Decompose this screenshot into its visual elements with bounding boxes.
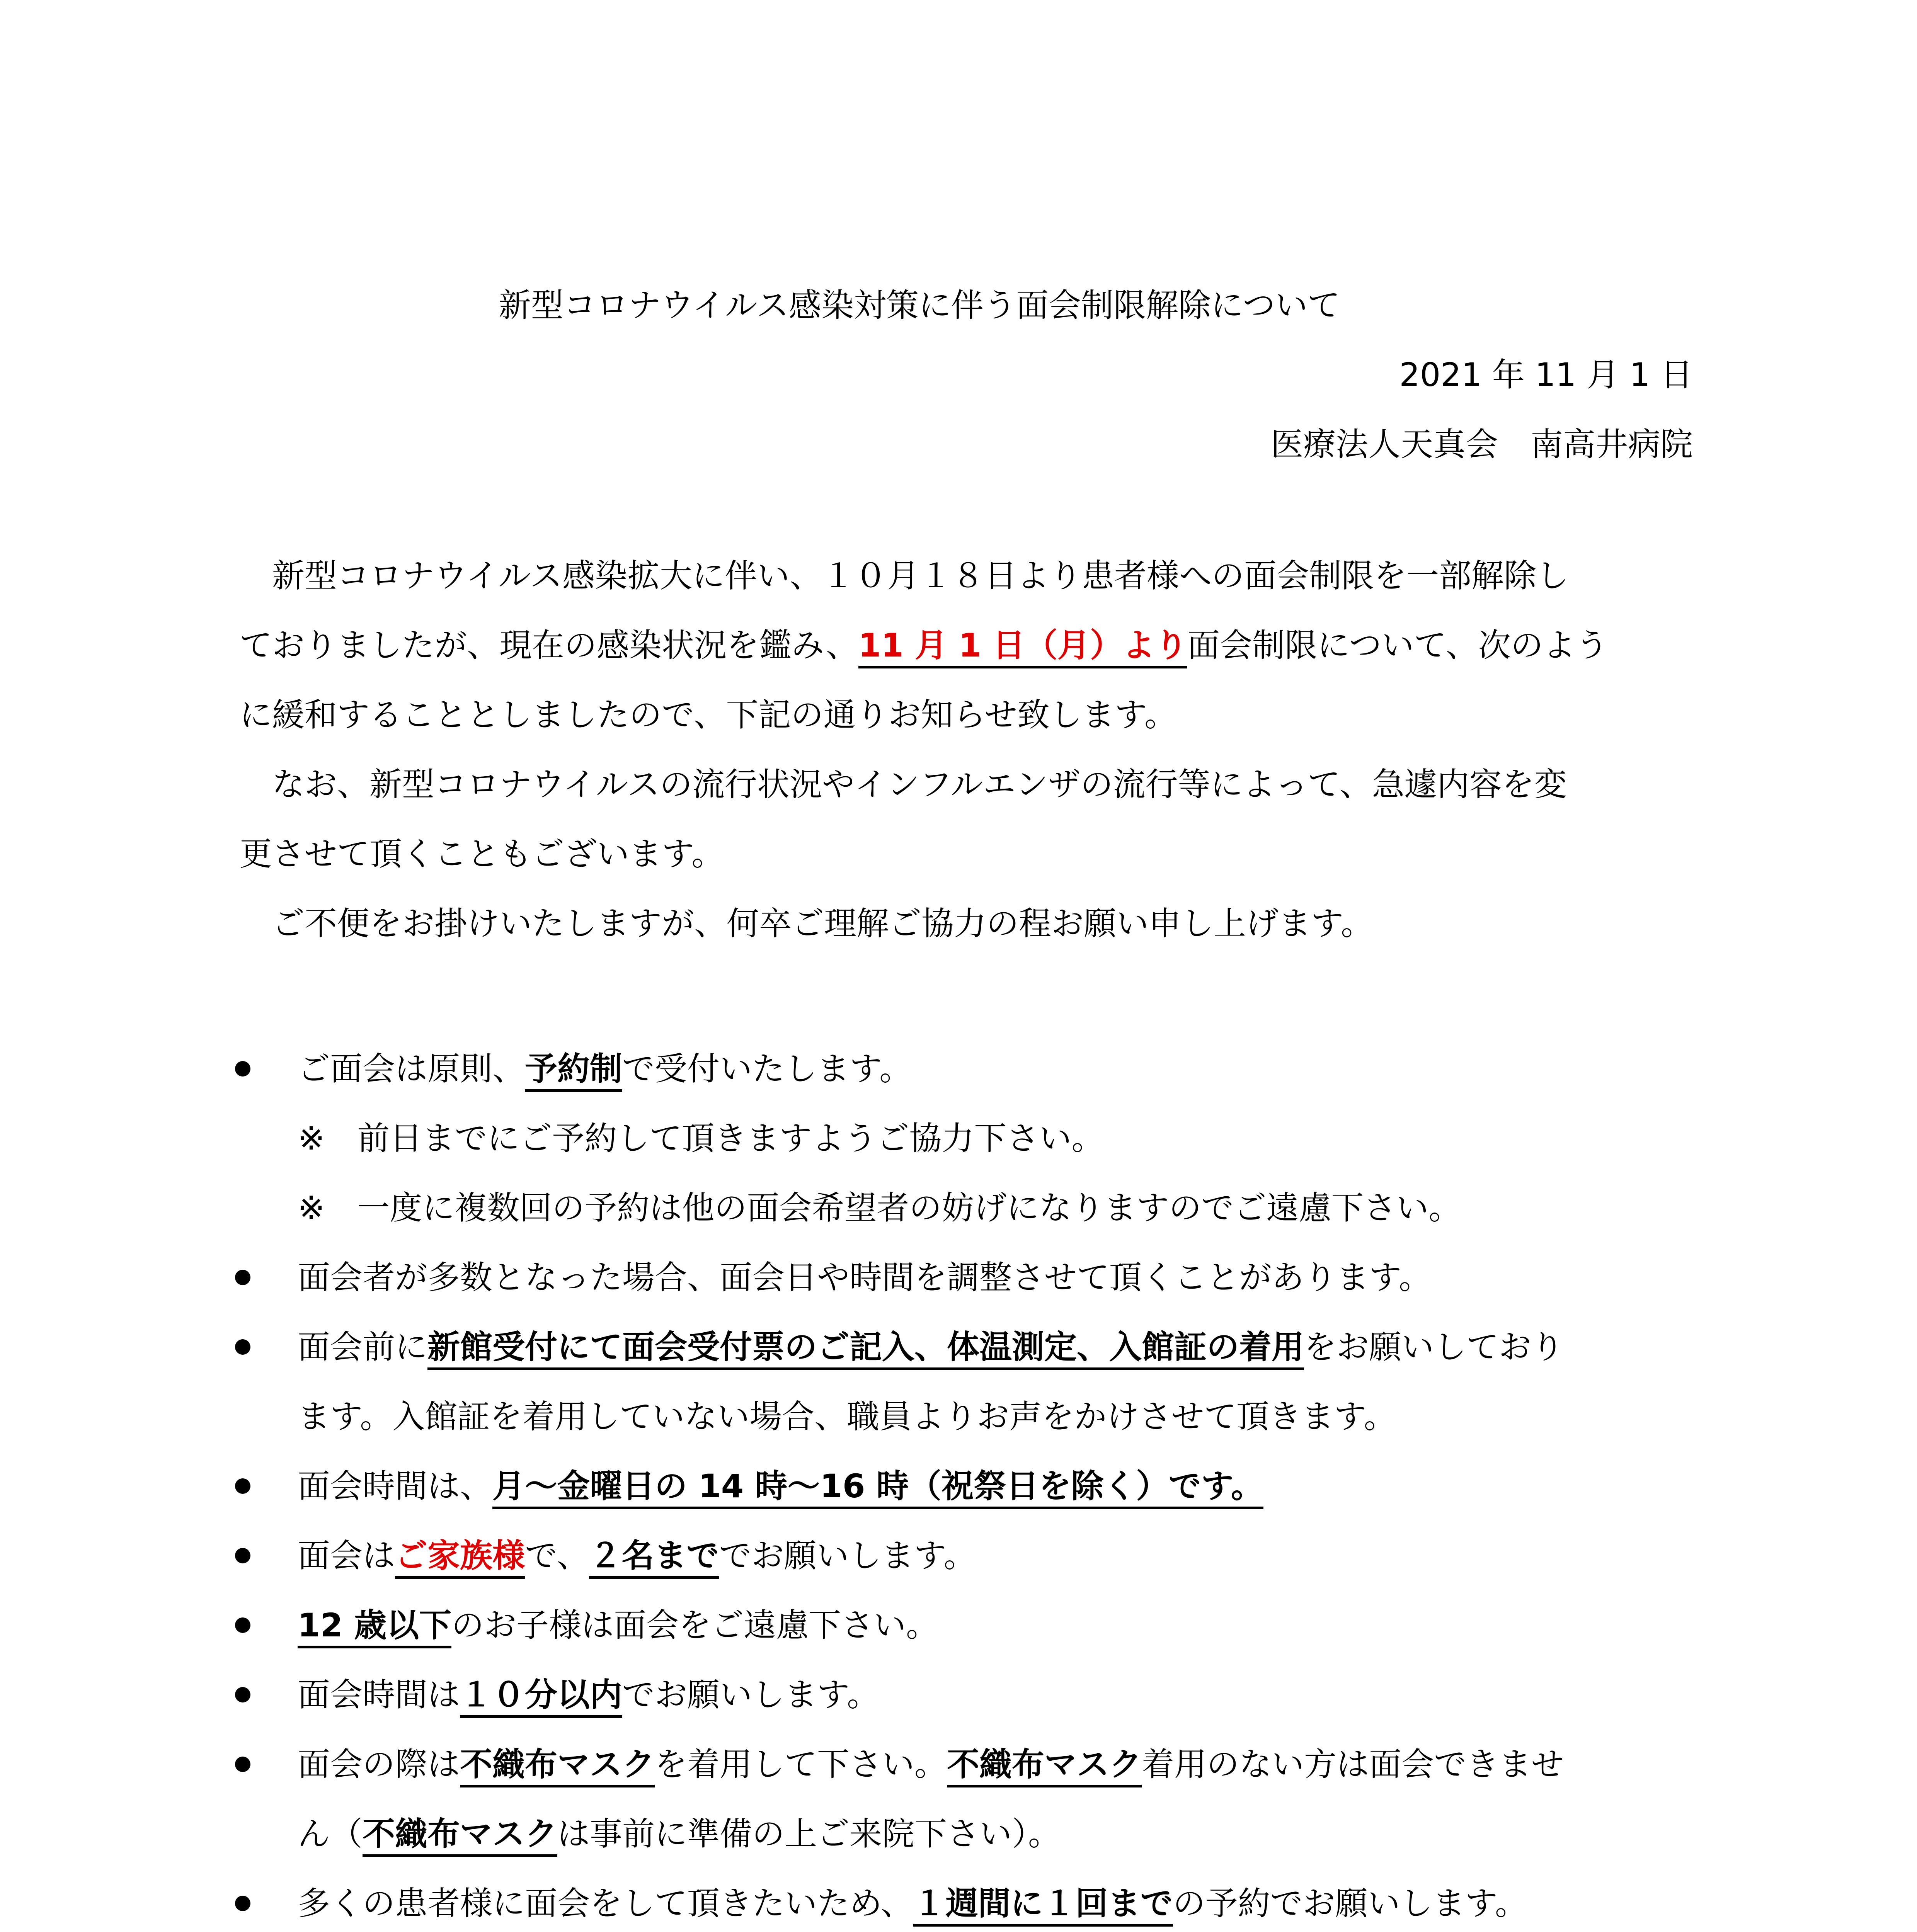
item-text: 面会時間は: [298, 1676, 460, 1714]
item-text: 着用のない方は面会できませ: [1142, 1745, 1564, 1783]
item-red-emphasis: ご家族様: [395, 1537, 525, 1579]
issue-date: 2021 年 11 月 1 日: [1399, 356, 1693, 394]
item-text: 面会時間は、: [298, 1467, 493, 1505]
item-note: ※ 前日までにご予約して頂きますようご協力下さい。: [298, 1119, 1104, 1157]
intro-line: 更させて頂くこともございます。: [240, 835, 724, 873]
list-item: [298, 1328, 1564, 1366]
item-emphasis: １０分以内: [460, 1676, 622, 1718]
list-item-continuation: ます。入館証を着用していない場合、職員よりお声をかけさせて頂きます。: [298, 1398, 1396, 1435]
list-item: [298, 1675, 879, 1714]
item-text: の予約でお願いします。: [1173, 1884, 1527, 1922]
item-text: 面会前に: [298, 1328, 428, 1366]
intro-line: に緩和することとしましたので、下記の通りお知らせ致します。: [240, 696, 1177, 734]
item-emphasis: 予約制: [525, 1050, 622, 1092]
item-emphasis: 12 歳以下: [298, 1606, 451, 1648]
intro-line: [240, 626, 1608, 665]
effective-date-highlight: 11 月 1 日（月）より: [858, 626, 1187, 668]
item-text: でお願いします。: [719, 1537, 976, 1575]
bullet-icon: [235, 1270, 250, 1285]
list-item-continuation: [298, 1815, 1061, 1853]
bullet-icon: [235, 1687, 250, 1702]
item-text: ご面会は原則、: [298, 1050, 525, 1088]
item-text: で受付いたします。: [622, 1050, 912, 1088]
item-text: 面会は: [298, 1537, 395, 1575]
item-emphasis: 不織布マスク: [947, 1745, 1142, 1787]
bullet-icon: [235, 1757, 250, 1772]
list-item: [298, 1536, 976, 1575]
list-item: [298, 1884, 1527, 1923]
item-note: ※ 一度に複数回の予約は他の面会希望者の妨げになりますのでご遠慮下さい。: [298, 1189, 1461, 1227]
item-text: ん（: [298, 1815, 363, 1853]
intro-text: 面会制限について、次のよう: [1187, 626, 1608, 664]
list-item: 面会者が多数となった場合、面会日や時間を調整させて頂くことがあります。: [298, 1259, 1432, 1296]
bullet-icon: [235, 1548, 250, 1563]
item-emphasis: １週間に１回まで: [913, 1884, 1173, 1927]
list-item: [298, 1606, 938, 1645]
item-emphasis: 月～金曜日の 14 時～16 時（祝祭日を除く）です。: [492, 1467, 1263, 1509]
item-text: をお願いしており: [1304, 1328, 1564, 1366]
bullet-icon: [235, 1339, 250, 1355]
bullet-icon: [235, 1617, 250, 1633]
bullet-icon: [235, 1896, 250, 1911]
item-text: を着用して下さい。: [655, 1745, 947, 1783]
intro-line: ご不便をお掛けいたしますが、何卒ご理解ご協力の程お願い申し上げます。: [240, 905, 1374, 942]
item-text: は事前に準備の上ご来院下さい）。: [557, 1815, 1061, 1853]
intro-line: 新型コロナウイルス感染拡大に伴い、１０月１８日より患者様への面会制限を一部解除し: [240, 557, 1569, 595]
list-item: [298, 1467, 1263, 1505]
list-item: [298, 1745, 1564, 1784]
bullet-icon: [235, 1061, 250, 1077]
item-text: で、: [525, 1537, 589, 1575]
item-emphasis: 新館受付にて面会受付票のご記入、体温測定、入館証の着用: [427, 1328, 1304, 1370]
intro-line: なお、新型コロナウイルスの流行状況やインフルエンザの流行等によって、急遽内容を変: [240, 765, 1567, 803]
hospital-name: 医療法人天真会 南高井病院: [1270, 425, 1693, 463]
item-emphasis: ２名まで: [589, 1537, 719, 1579]
item-text: 多くの患者様に面会をして頂きたいため、: [298, 1884, 913, 1922]
item-text: のお子様は面会をご遠慮下さい。: [451, 1606, 939, 1644]
item-text: でお願いします。: [622, 1676, 880, 1714]
list-item: [298, 1049, 912, 1088]
item-emphasis: 不織布マスク: [363, 1815, 557, 1857]
intro-text: ておりましたが、現在の感染状況を鑑み、: [240, 626, 859, 664]
document-title: 新型コロナウイルス感染対策に伴う面会制限解除について: [499, 286, 1340, 324]
bullet-icon: [235, 1478, 250, 1494]
item-text: 面会の際は: [298, 1745, 460, 1783]
item-emphasis: 不織布マスク: [460, 1745, 655, 1787]
